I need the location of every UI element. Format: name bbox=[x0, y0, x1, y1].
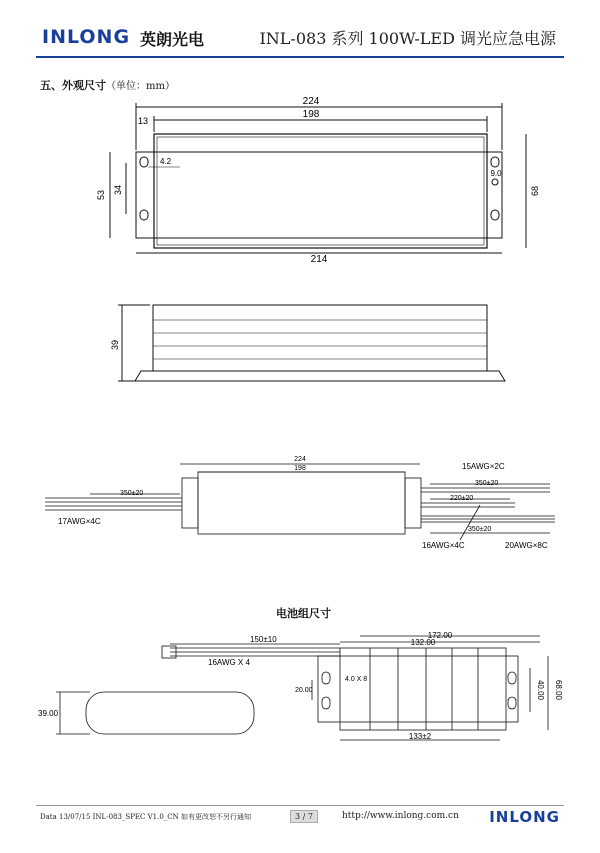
wiring-bottom-label: 20AWG×8C bbox=[505, 541, 548, 550]
dim-224-top: 224 bbox=[302, 96, 320, 107]
side-view-drawing bbox=[118, 305, 505, 381]
battery-section-title: 电池组尺寸 bbox=[276, 607, 331, 620]
top-view-body bbox=[154, 134, 487, 248]
dim-53: 53 bbox=[96, 189, 106, 201]
battery-dim-20: 20.00 bbox=[295, 687, 313, 694]
wiring-dim-224: 224 bbox=[294, 456, 306, 463]
battery-dim-68: 68.00 bbox=[554, 679, 563, 701]
battery-dim-40: 40.00 bbox=[536, 679, 545, 701]
brand-name-cn: 英朗光电 bbox=[140, 30, 205, 49]
top-view-flange bbox=[136, 152, 502, 238]
section-unit: （单位：mm） bbox=[106, 81, 175, 92]
wiring-left-label: 17AWG×4C bbox=[58, 517, 101, 526]
wiring-mid-label: 16AWG×4C bbox=[422, 541, 465, 550]
dim-9-0: 9.0 bbox=[490, 169, 502, 178]
dim-68-top: 68 bbox=[530, 185, 540, 197]
footer-logo: INLONG bbox=[489, 808, 560, 826]
wiring-left-len: 350±20 bbox=[120, 490, 144, 497]
battery-dim-39: 39.00 bbox=[38, 709, 59, 718]
document-title: INL-083 系列 100W-LED 调光应急电源 bbox=[259, 29, 556, 48]
wiring-top-label: 15AWG×2C bbox=[462, 462, 505, 471]
battery-dim-hole: 4.0 X 8 bbox=[345, 676, 368, 683]
footer-url[interactable]: http://www.inlong.com.cn bbox=[342, 811, 459, 821]
dim-214: 214 bbox=[310, 254, 328, 265]
dim-13: 13 bbox=[138, 116, 149, 126]
battery-lead-len: 150±10 bbox=[250, 635, 277, 644]
section-title-text: 五、外观尺寸 bbox=[40, 79, 106, 92]
footer-divider bbox=[36, 805, 564, 806]
battery-dim-172: 172.00 bbox=[427, 631, 453, 640]
battery-lead-label: 16AWG X 4 bbox=[208, 658, 250, 667]
brand-logo: INLONG bbox=[42, 26, 131, 48]
wiring-top-len: 350±20 bbox=[475, 480, 499, 487]
dim-4-2: 4.2 bbox=[160, 157, 172, 166]
wiring-mid-len: 220±20 bbox=[450, 495, 474, 502]
page-number: 3 / 7 bbox=[290, 810, 318, 823]
wiring-bottom-len: 350±20 bbox=[468, 526, 492, 533]
dim-34: 34 bbox=[113, 184, 123, 196]
footer-info: Data 13/07/15 INL-083_SPEC V1.0_CN 如有更改恕不另行通知 bbox=[40, 813, 252, 821]
battery-dim-132: 132.00 bbox=[410, 638, 436, 647]
dim-39-side: 39 bbox=[110, 339, 120, 351]
battery-dim-133: 133±2 bbox=[408, 732, 432, 741]
wiring-dim-198: 198 bbox=[294, 465, 306, 472]
dim-198-top: 198 bbox=[302, 109, 320, 120]
